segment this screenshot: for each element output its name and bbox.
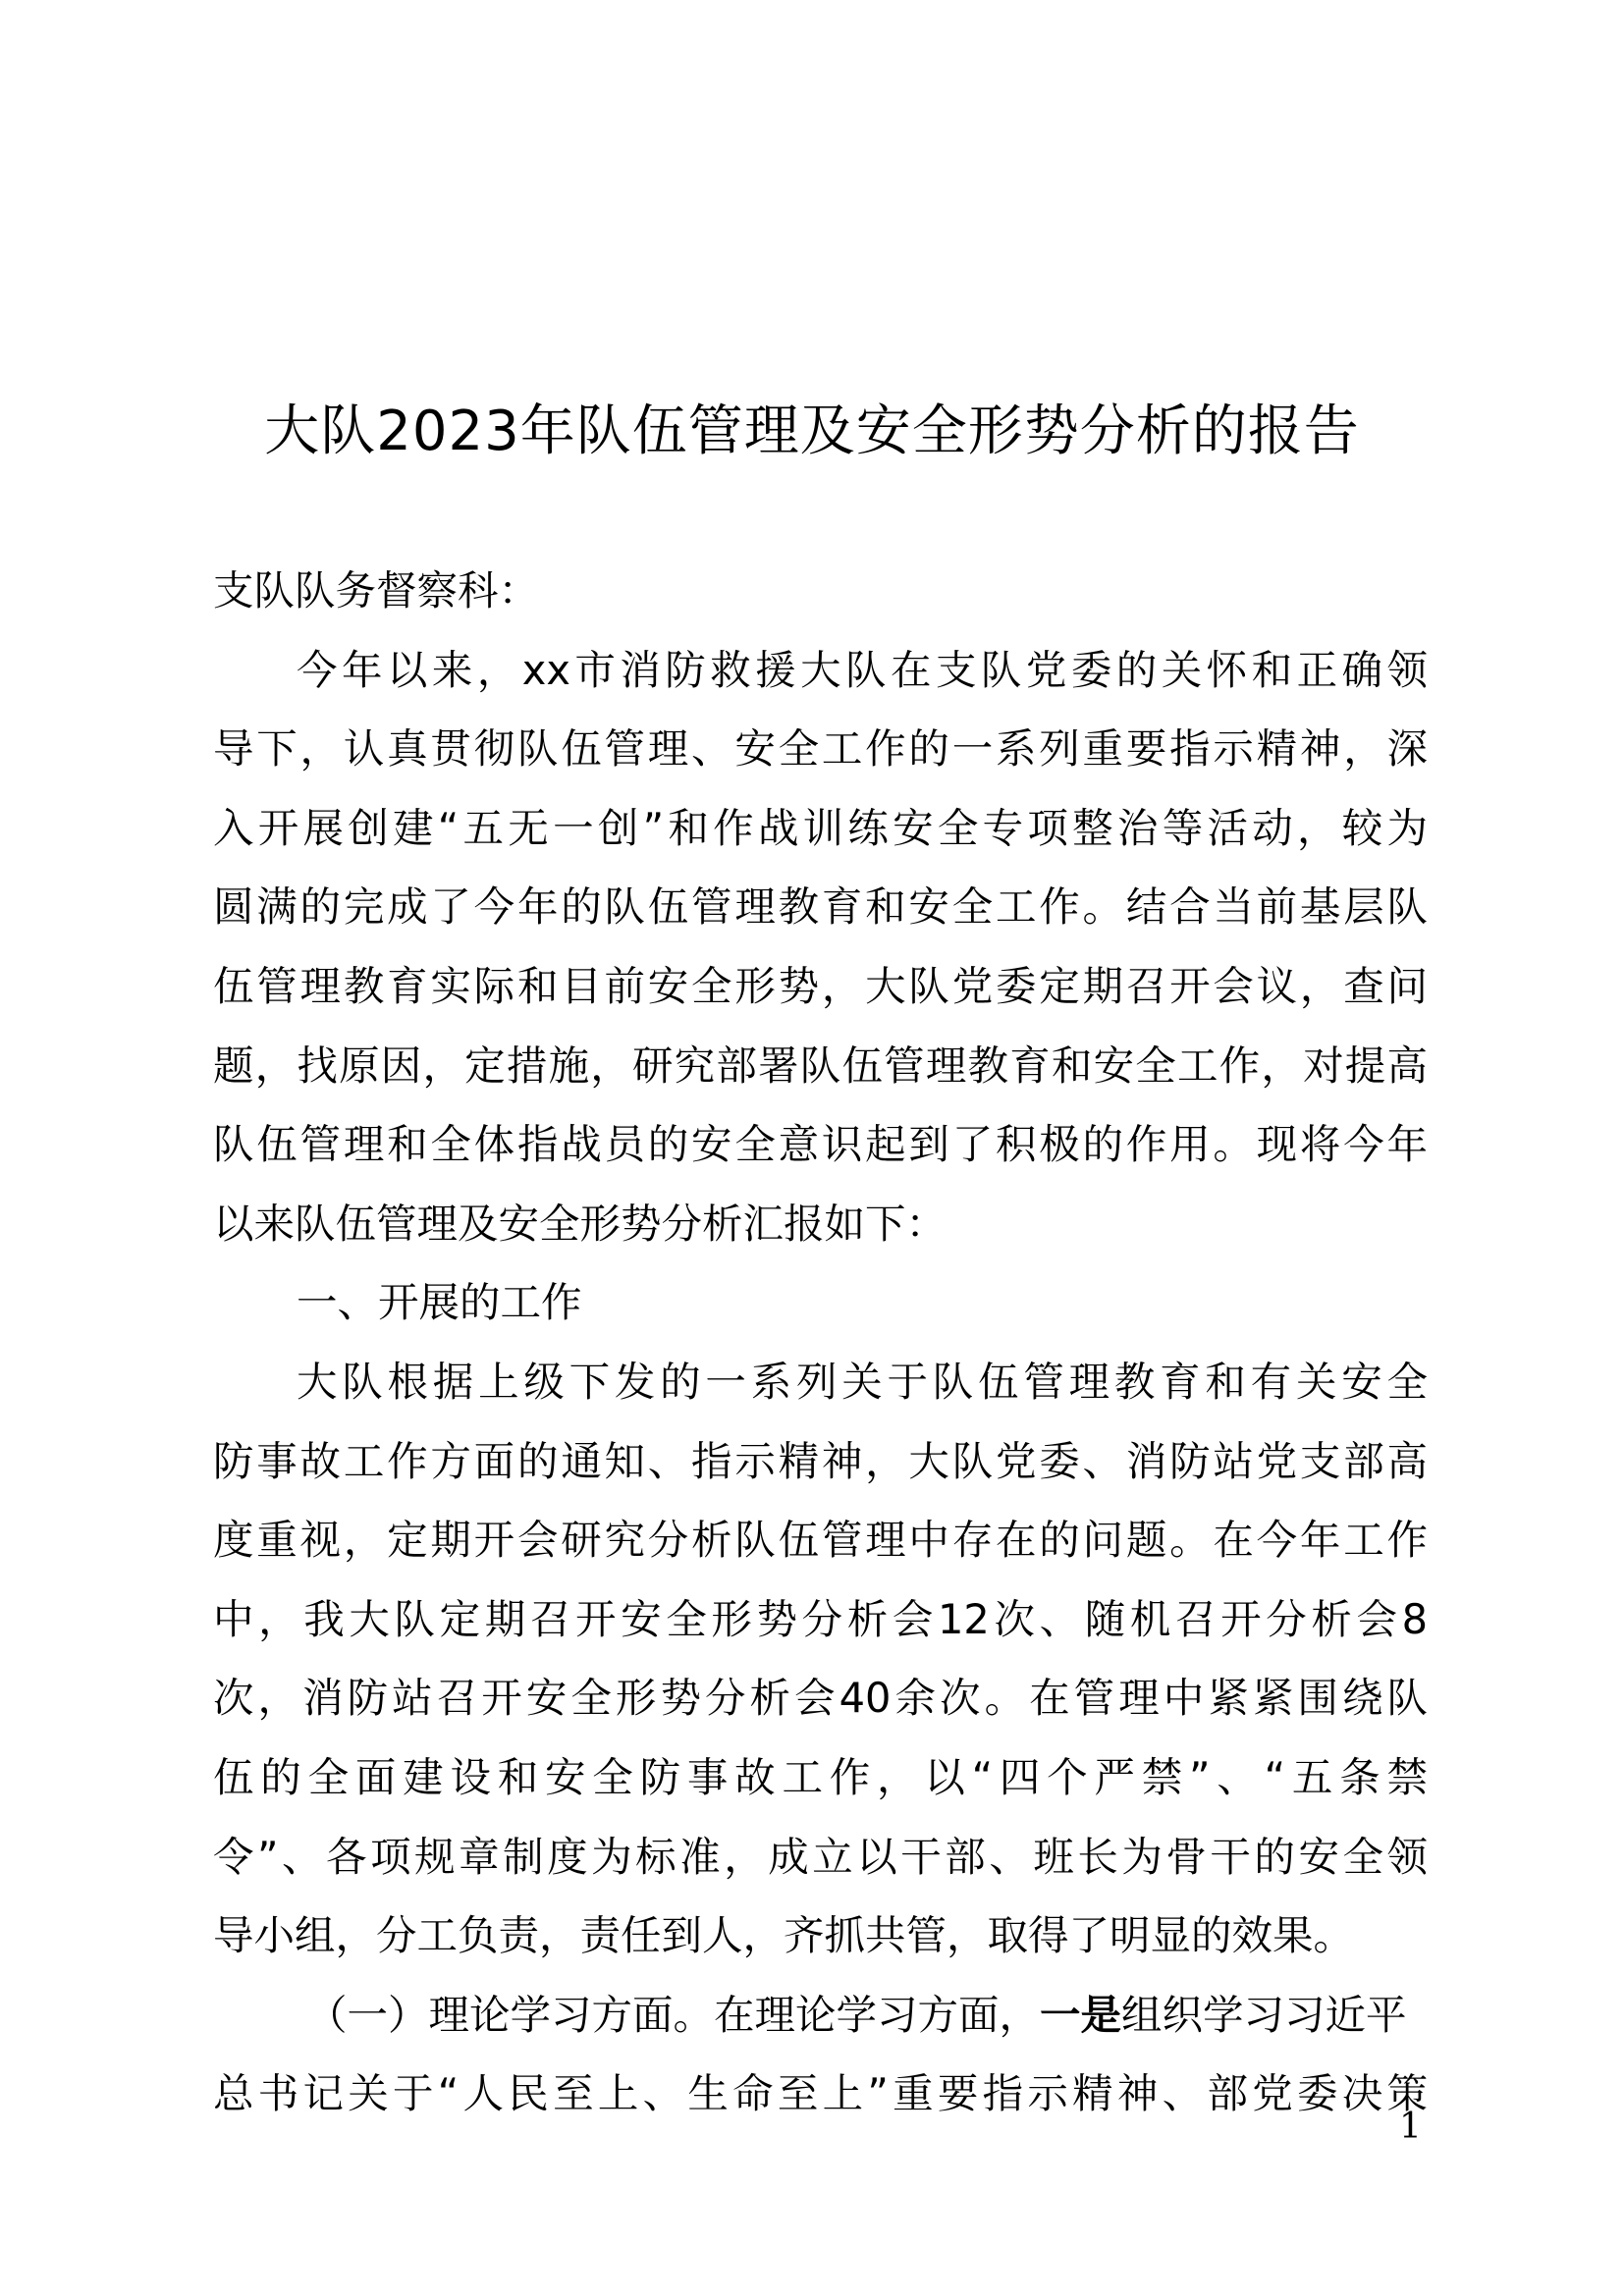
subsection-heading-text: （一）理论学习方面。在理论学习方面， bbox=[306, 1990, 1041, 2039]
paragraph-line: 队伍管理和全体指战员的安全意识起到了积极的作用。现将今年 bbox=[213, 1120, 1428, 1169]
paragraph-line: 防事故工作方面的通知、指示精神，大队党委、消防站党支部高 bbox=[213, 1436, 1428, 1485]
subsection-line bbox=[213, 1976, 1428, 2056]
document-title: 大队2023年队伍管理及安全形势分析的报告 bbox=[264, 400, 1360, 463]
paragraph-line: 中，我大队定期召开安全形势分析会12次、随机召开分析会8 bbox=[213, 1594, 1428, 1643]
paragraph-line: 导下，认真贯彻队伍管理、安全工作的一系列重要指示精神，深 bbox=[213, 724, 1428, 774]
paragraph-line: 题，找原因，定措施，研究部署队伍管理教育和安全工作，对提高 bbox=[213, 1041, 1428, 1090]
subsection-continuation: 组织学习习近平 bbox=[1121, 1990, 1407, 2039]
paragraph-line: 入开展创建“五无一创”和作战训练安全专项整治等活动，较为 bbox=[213, 803, 1428, 852]
salutation-line: 支队队务督察科： bbox=[213, 566, 540, 614]
page-number: 1 bbox=[1399, 2107, 1422, 2147]
paragraph-line: 令”、各项规章制度为标准，成立以干部、班长为骨干的安全领 bbox=[213, 1832, 1428, 1881]
bold-emphasis: 一是 bbox=[1040, 1990, 1122, 2039]
paragraph-line: 伍的全面建设和安全防事故工作，以“四个严禁”、“五条禁 bbox=[213, 1752, 1428, 1801]
paragraph-line: 圆满的完成了今年的队伍管理教育和安全工作。结合当前基层队 bbox=[213, 882, 1428, 932]
paragraph-line: 以来队伍管理及安全形势分析汇报如下： bbox=[213, 1199, 947, 1248]
paragraph-line: 度重视，定期开会研究分析队伍管理中存在的问题。在今年工作 bbox=[213, 1516, 1428, 1565]
section-heading: 一、开展的工作 bbox=[297, 1278, 582, 1327]
paragraph-line: 总书记关于“人民至上、生命至上”重要指示精神、部党委决策 bbox=[213, 2069, 1428, 2118]
paragraph-line: 大队根据上级下发的一系列关于队伍管理教育和有关安全 bbox=[297, 1357, 1428, 1406]
document-body bbox=[213, 552, 1428, 2134]
paragraph-line: 今年以来，xx市消防救援大队在支队党委的关怀和正确领 bbox=[297, 645, 1428, 694]
paragraph-line: 次，消防站召开安全形势分析会40余次。在管理中紧紧围绕队 bbox=[213, 1674, 1428, 1723]
paragraph-line: 伍管理教育实际和目前安全形势，大队党委定期召开会议，查问 bbox=[213, 961, 1428, 1010]
paragraph-line: 导小组，分工负责，责任到人，齐抓共管，取得了明显的效果。 bbox=[213, 1911, 1355, 1960]
